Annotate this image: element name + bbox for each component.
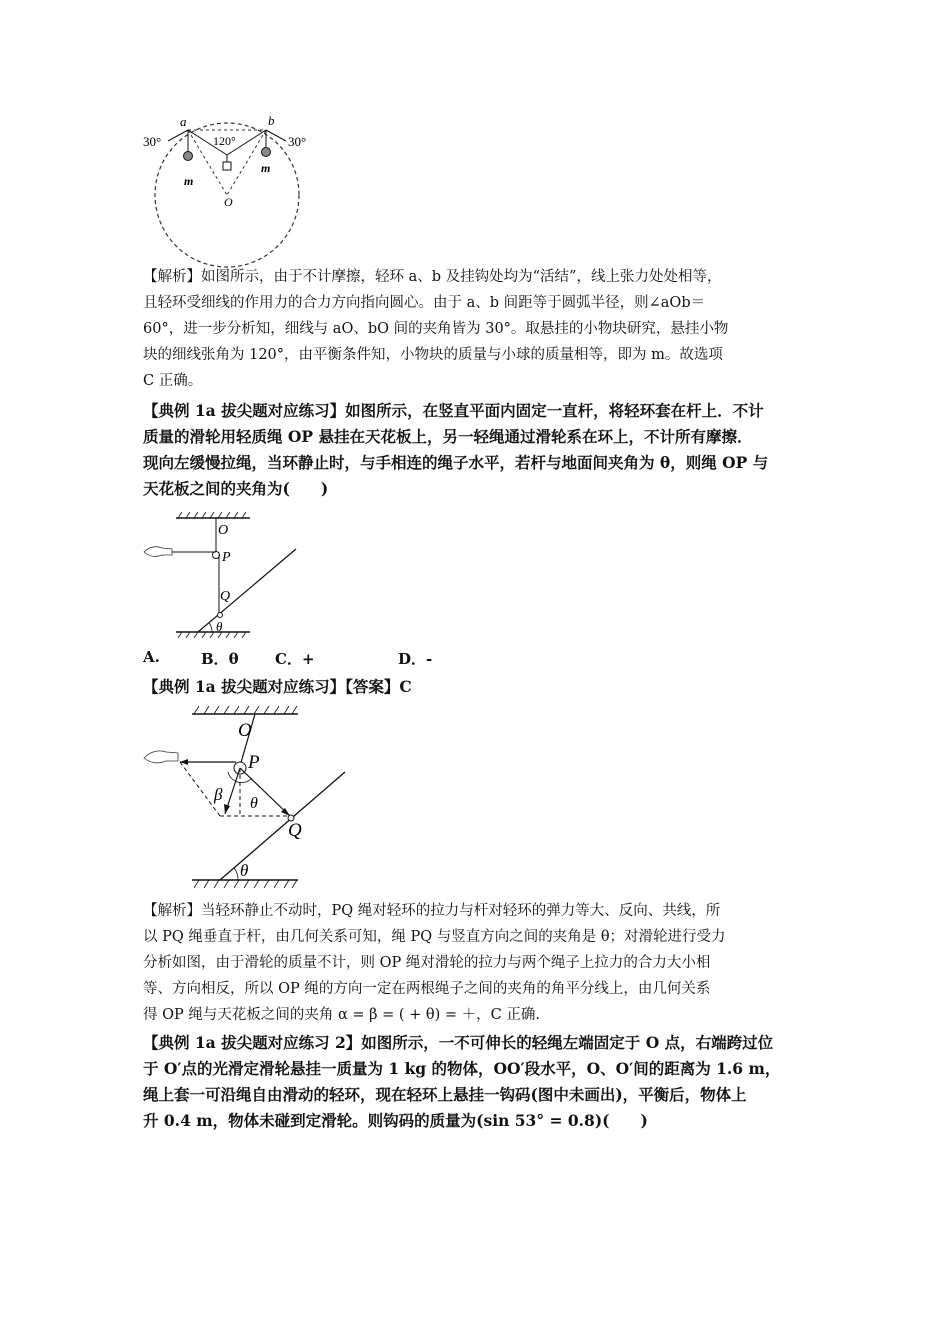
question-2-line: 【典例 1a 拔尖题对应练习 2】如图所示，一不可伸长的轻绳左端固定于 O 点，右端跨过位 xyxy=(143,1033,774,1052)
figure-force-analysis xyxy=(140,702,360,892)
solution-1-line: 60°，进一步分析知，细线与 aO、bO 间的夹角皆为 30°。取悬挂的小物块研究，悬挂小物 xyxy=(143,321,729,337)
answer-text: 【典例 1a 拔尖题对应练习】【答案】C xyxy=(143,677,412,696)
tangent-right xyxy=(266,130,286,141)
option-a[interactable]: A. xyxy=(143,648,160,666)
question-1 xyxy=(143,398,768,502)
hanging-block xyxy=(223,162,231,170)
question-1-line: 现向左缓慢拉绳，当环静止时，与手相连的绳子水平，若杆与地面间夹角为 θ，则绳 OP 与 xyxy=(143,453,769,472)
pulley xyxy=(213,552,220,559)
label-mass-right: m xyxy=(261,161,271,175)
angle-arc-ground xyxy=(234,868,238,880)
solution-2-line: 等、方向相反，所以 OP 绳的方向一定在两根绳子之间的夹角的角平分线上，由几何关系 xyxy=(143,981,711,997)
answer-line xyxy=(143,674,412,700)
solution-2-line: 以 PQ 绳垂直于杆，由几何关系可知，绳 PQ 与竖直方向之间的夹角是 θ；对滑轮进行受力 xyxy=(143,929,726,945)
figure-ring-circle xyxy=(140,110,340,270)
hand-icon xyxy=(144,547,172,557)
label-Q: Q xyxy=(220,589,231,604)
label-angle-right: 30° xyxy=(288,134,307,149)
label-theta-2: θ xyxy=(240,861,249,880)
ball-right xyxy=(262,148,271,157)
angle-arc xyxy=(209,623,212,632)
figure-pulley-rod xyxy=(140,510,310,642)
tangent-left xyxy=(168,130,188,141)
solution-2 xyxy=(143,898,726,1028)
label-angle-left: 30° xyxy=(143,134,162,149)
label-O: O xyxy=(224,195,233,209)
solution-1-line: C 正确。 xyxy=(143,373,203,389)
rod xyxy=(220,772,345,880)
label-a: a xyxy=(180,114,187,129)
question-2 xyxy=(143,1030,780,1134)
options-row xyxy=(143,648,563,672)
question-1-line: 质量的滑轮用轻质绳 OP 悬挂在天花板上，另一轻绳通过滑轮系在环上，不计所有摩擦． xyxy=(143,427,753,446)
arrow-down-left-head xyxy=(224,804,230,814)
question-2-line: 绳上套一可沿绳自由滑动的轻环，现在轻环上悬挂一钩码(图中未画出)，平衡后，物体上 xyxy=(143,1085,747,1104)
rope-PQ xyxy=(240,768,290,816)
label-P: P xyxy=(248,752,260,773)
rod xyxy=(198,549,296,632)
label-theta: θ xyxy=(216,619,223,634)
option-b[interactable]: B．θ xyxy=(201,650,239,668)
question-1-line: 【典例 1a 拔尖题对应练习】如图所示，在竖直平面内固定一直杆，将轻环套在杆上．不计 xyxy=(143,401,764,420)
option-d[interactable]: D．- xyxy=(398,650,433,668)
solution-1-line: 【解析】如图所示，由于不计摩擦，轻环 a、b 及挂钩处均为“活结”，线上张力处处相等， xyxy=(143,269,722,285)
question-1-line: 天花板之间的夹角为( ) xyxy=(143,479,329,498)
question-2-line: 升 0.4 m，物体未碰到定滑轮。则钩码的质量为(sin 53° = 0.8)( ) xyxy=(143,1111,648,1130)
label-beta: β xyxy=(214,785,223,804)
ring-Q xyxy=(218,613,223,618)
ball-left xyxy=(184,152,193,161)
label-P: P xyxy=(222,550,231,565)
label-theta-1: θ xyxy=(250,795,258,812)
solution-2-line: 得 OP 绳与天花板之间的夹角 α = β = ( + θ) = ＋，C 正确. xyxy=(143,1007,540,1023)
solution-2-line: 【解析】当轻环静止不动时，PQ 绳对轻环的拉力与杆对轻环的弹力等大、反向、共线，所 xyxy=(143,903,721,919)
label-O: O xyxy=(238,720,252,741)
option-c[interactable]: C．+ xyxy=(275,650,315,668)
label-angle-top: 120° xyxy=(213,134,236,148)
solution-1 xyxy=(143,264,728,394)
hand-icon xyxy=(144,751,178,763)
solution-2-line: 分析如图，由于滑轮的质量不计，则 OP 绳对滑轮的拉力与两个绳子上拉力的合力大小相 xyxy=(143,955,711,971)
solution-1-line: 且轻环受细线的作用力的合力方向指向圆心。由于 a、b 间距等于圆弧半径，则∠aOb＝ xyxy=(143,295,706,311)
label-mass-left: m xyxy=(184,174,194,188)
label-b: b xyxy=(268,113,275,128)
label-Q: Q xyxy=(288,820,302,841)
label-O: O xyxy=(218,523,229,538)
question-2-line: 于 O′点的光滑定滑轮悬挂一质量为 1 kg 的物体，OO′段水平，O、O′间的距离为 1.6 m， xyxy=(143,1059,781,1078)
solution-1-line: 块的细线张角为 120°，由平衡条件知，小物块的质量与小球的质量相等，即为 m。故选项 xyxy=(143,347,723,363)
